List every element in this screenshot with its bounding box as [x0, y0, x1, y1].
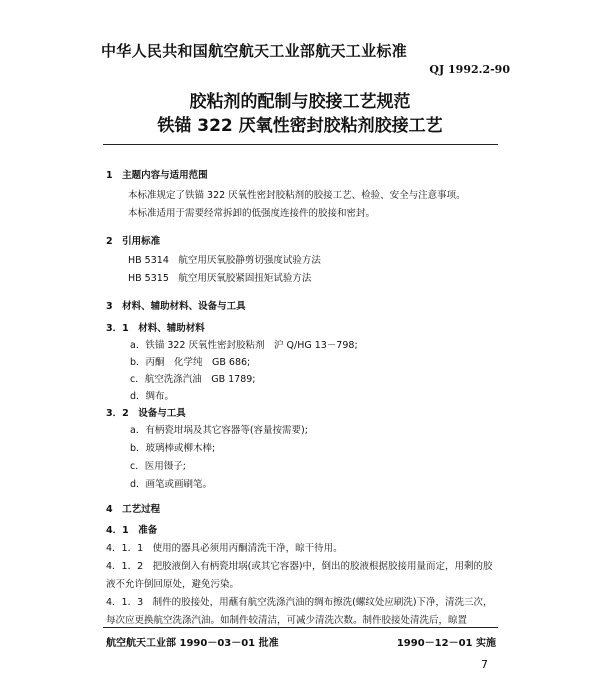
approval-date: 航空航天工业部 1990－03－01 批准: [106, 638, 279, 649]
section-4-1-3-text: 4．1．3 制件的胶接处，用蘸有航空洗涤汽油的绸布擦洗(螺纹处应刷洗)下净，清洗三次，: [106, 597, 493, 608]
equipment-item: a．有柄瓷坩埚及其它容器等(容量按需要);: [130, 425, 308, 436]
section-3-2-heading: 3．2 设备与工具: [106, 408, 186, 419]
section-4-heading: 4 工艺过程: [106, 504, 161, 515]
footer-divider: [103, 627, 498, 628]
section-2-heading: 2 引用标准: [106, 236, 161, 247]
material-item: d．绸布。: [130, 391, 175, 402]
section-4-1-3-text: 每次应更换航空洗涤汽油。如制件较清洁，可减少清洗次数。制件胶接处清洗后，晾置: [106, 615, 468, 626]
reference-item: HB 5314 航空用厌氧胶静剪切强度试验方法: [128, 255, 321, 266]
section-4-1-heading: 4．1 准备: [106, 525, 158, 536]
section-3-1-heading: 3．1 材料、辅助材料: [106, 323, 205, 334]
implementation-date: 1990－12－01 实施: [396, 638, 496, 649]
issuing-organization: 中华人民共和国航空航天工业部航天工业标准: [101, 42, 408, 60]
equipment-item: d．画笔或画刷笔。: [130, 479, 213, 490]
section-4-1-2-text: 液不允许倒回原处，避免污染。: [106, 579, 240, 590]
section-1-paragraph: 本标准适用于需要经常拆卸的低强度连接件的胶接和密封。: [128, 208, 376, 219]
equipment-item: c．医用镊子;: [130, 461, 186, 472]
section-4-1-2-text: 4．1．2 把胶液倒入有柄瓷坩埚(或其它容器)中，倒出的胶液根据胶接用量而定，用剩的胶: [106, 561, 493, 572]
document-title: 胶粘剂的配制与胶接工艺规范: [189, 92, 411, 112]
reference-item: HB 5315 航空用厌氧胶紧固扭矩试验方法: [128, 273, 312, 284]
section-3-heading: 3 材料、辅助材料、设备与工具: [106, 301, 246, 312]
material-item: a．铁锚 322 厌氧性密封胶粘剂 沪 Q/HG 13－798;: [130, 340, 358, 351]
standard-code: QJ 1992.2-90: [429, 63, 510, 76]
document-subtitle: 铁锚 322 厌氧性密封胶粘剂胶接工艺: [157, 116, 443, 136]
material-item: b．丙酮 化学纯 GB 686;: [130, 357, 251, 368]
equipment-item: b．玻璃棒或柳木棒;: [130, 443, 216, 454]
material-item: c．航空洗涤汽油 GB 1789;: [130, 374, 256, 385]
section-1-paragraph: 本标准规定了铁锚 322 厌氧性密封胶粘剂的胶接工艺、检验、安全与注意事项。: [128, 190, 466, 201]
section-1-heading: 1 主题内容与适用范围: [106, 170, 208, 181]
title-divider: [103, 144, 498, 145]
page-number: 7: [481, 658, 488, 671]
section-4-1-1-text: 4．1．1 使用的器具必须用丙酮清洗干净，晾干待用。: [106, 543, 343, 554]
